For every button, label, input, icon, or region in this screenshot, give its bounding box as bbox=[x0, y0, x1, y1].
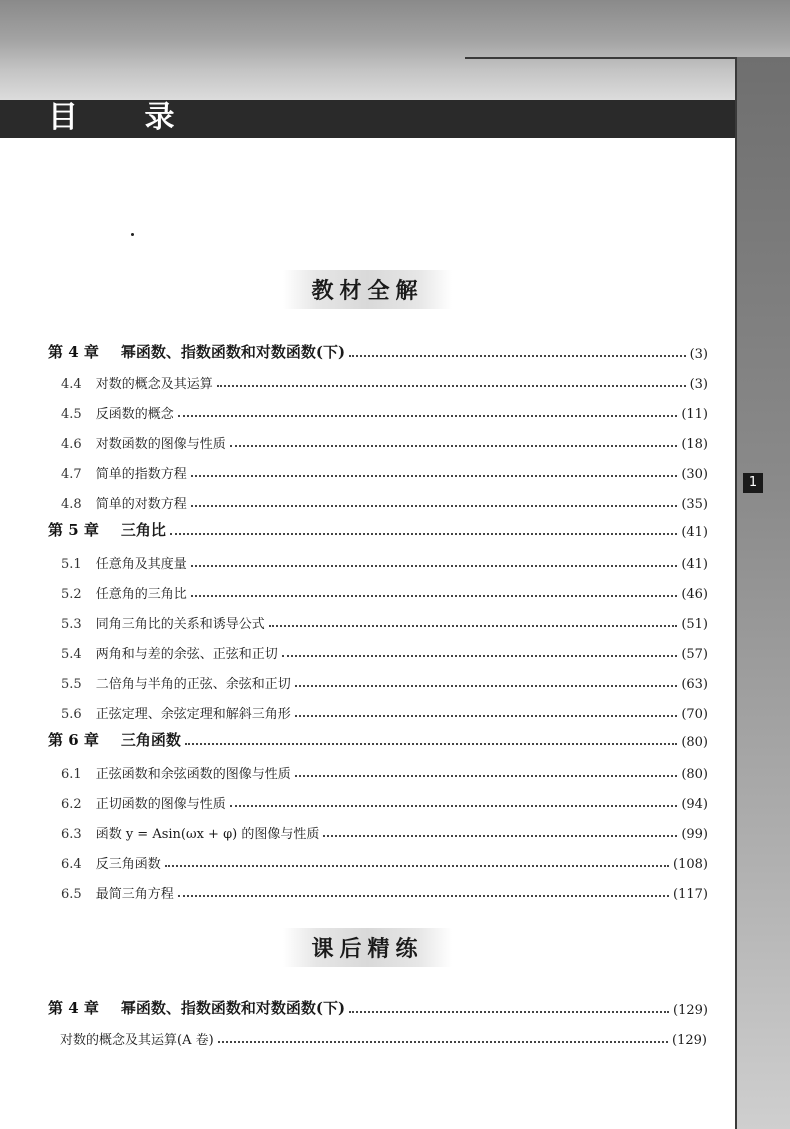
toc-entry-title: 任意角及其度量 bbox=[95, 557, 187, 572]
toc-dot-leader bbox=[230, 445, 678, 447]
page-title: 目 录 bbox=[48, 100, 203, 135]
toc-entry-number: 4.4 bbox=[61, 377, 82, 392]
toc-entry-page: (41) bbox=[681, 557, 708, 572]
toc-dot-leader bbox=[217, 385, 686, 387]
toc-entry-number: 4.5 bbox=[61, 407, 82, 422]
toc-section-entry bbox=[48, 580, 708, 602]
toc-entry-title: 最简三角方程 bbox=[95, 887, 174, 902]
toc-entry-title: 简单的对数方程 bbox=[95, 497, 187, 512]
toc-entry-title: 对数的概念及其运算 bbox=[95, 377, 213, 392]
toc-entry-title: 同角三角比的关系和诱导公式 bbox=[95, 617, 265, 632]
toc-section-entry bbox=[48, 400, 708, 422]
toc-entry-number: 第 6 章 bbox=[48, 731, 99, 749]
toc-dot-leader bbox=[349, 355, 685, 357]
toc-entry-number: 5.1 bbox=[61, 557, 82, 572]
toc-section-entry bbox=[48, 820, 708, 842]
toc-dot-leader bbox=[230, 805, 678, 807]
toc-entry-number: 第 5 章 bbox=[48, 521, 99, 539]
toc-entry-title: 二倍角与半角的正弦、余弦和正切 bbox=[95, 677, 291, 692]
toc-entry-title: 幂函数、指数函数和对数函数(下) bbox=[120, 999, 346, 1017]
toc-dot-leader bbox=[191, 475, 678, 477]
toc-entry-page: (117) bbox=[673, 887, 708, 902]
toc-dot-leader bbox=[191, 565, 678, 567]
toc-entry-page: (3) bbox=[689, 347, 708, 362]
toc-entry-title: 函数 y = Asin(ωx + φ) 的图像与性质 bbox=[95, 827, 320, 842]
toc-section-entry bbox=[48, 460, 708, 482]
toc-section-entry bbox=[48, 880, 708, 902]
toc-section-entry bbox=[48, 430, 708, 452]
toc-entry-page: (46) bbox=[681, 587, 708, 602]
toc-entry-title: 正切函数的图像与性质 bbox=[95, 797, 226, 812]
toc-entry-title: 对数的概念及其运算(A 卷) bbox=[60, 1033, 214, 1048]
toc-chapter-entry bbox=[48, 996, 708, 1018]
toc-dot-leader bbox=[170, 533, 677, 535]
toc-entry-page: (35) bbox=[681, 497, 708, 512]
toc-entry-number: 6.4 bbox=[61, 857, 82, 872]
toc-dot-leader bbox=[191, 595, 678, 597]
header-gradient-band bbox=[0, 0, 790, 100]
toc-dot-leader bbox=[178, 895, 669, 897]
toc-section-entry bbox=[48, 670, 708, 692]
toc-entry-page: (99) bbox=[681, 827, 708, 842]
toc-dot-leader bbox=[165, 865, 669, 867]
speck-mark bbox=[131, 233, 134, 236]
toc-section-entry bbox=[48, 640, 708, 662]
toc-dot-leader bbox=[185, 743, 677, 745]
toc-section-entry bbox=[48, 850, 708, 872]
toc-section-entry bbox=[48, 550, 708, 572]
toc-dot-leader bbox=[218, 1041, 668, 1043]
toc-entry-title: 反三角函数 bbox=[95, 857, 161, 872]
side-gradient-band bbox=[735, 57, 790, 1129]
toc-entry-number: 6.5 bbox=[61, 887, 82, 902]
toc-entry-page: (94) bbox=[681, 797, 708, 812]
toc-entry-page: (51) bbox=[681, 617, 708, 632]
toc-entry-number: 第 4 章 bbox=[48, 343, 99, 361]
toc-dot-leader bbox=[295, 775, 678, 777]
toc-dot-leader bbox=[191, 505, 678, 507]
section-heading-label: 课后精练 bbox=[283, 928, 451, 967]
toc-entry-page: (18) bbox=[681, 437, 708, 452]
toc-entry-page: (41) bbox=[681, 525, 708, 540]
toc-entry-title: 对数函数的图像与性质 bbox=[95, 437, 226, 452]
toc-entry-page: (57) bbox=[681, 647, 708, 662]
toc-section-entry bbox=[48, 610, 708, 632]
toc-entry-number: 6.2 bbox=[61, 797, 82, 812]
toc-entry-number: 6.1 bbox=[61, 767, 82, 782]
toc-entry-number: 4.8 bbox=[61, 497, 82, 512]
toc-entry-title: 两角和与差的余弦、正弦和正切 bbox=[95, 647, 278, 662]
toc-entry-number: 6.3 bbox=[61, 827, 82, 842]
toc-entry-title: 任意角的三角比 bbox=[95, 587, 187, 602]
toc-chapter-entry bbox=[48, 728, 708, 750]
toc-entry-page: (108) bbox=[673, 857, 708, 872]
toc-entry-number: 5.5 bbox=[61, 677, 82, 692]
header-rule bbox=[465, 57, 735, 59]
toc-dot-leader bbox=[269, 625, 678, 627]
toc-entry-page: (80) bbox=[681, 735, 708, 750]
toc-entry-number: 4.6 bbox=[61, 437, 82, 452]
section-heading-label: 教材全解 bbox=[283, 270, 451, 309]
toc-entry-page: (63) bbox=[681, 677, 708, 692]
toc-entry-number: 5.6 bbox=[61, 707, 82, 722]
toc-entry-page: (11) bbox=[681, 407, 708, 422]
toc-dot-leader bbox=[282, 655, 678, 657]
toc-entry-number: 5.4 bbox=[61, 647, 82, 662]
toc-section-entry bbox=[48, 370, 708, 392]
toc-entry-title: 简单的指数方程 bbox=[95, 467, 187, 482]
toc-entry-number: 第 4 章 bbox=[48, 999, 99, 1017]
toc-entry-page: (30) bbox=[681, 467, 708, 482]
toc-dot-leader bbox=[323, 835, 677, 837]
toc-section-entry bbox=[48, 790, 708, 812]
side-rule bbox=[735, 57, 737, 1129]
toc-entry-title: 正弦函数和余弦函数的图像与性质 bbox=[95, 767, 291, 782]
toc-section-entry bbox=[48, 1026, 707, 1048]
toc-entry-number: 5.3 bbox=[61, 617, 82, 632]
toc-dot-leader bbox=[295, 715, 678, 717]
toc-entry-page: (129) bbox=[673, 1003, 708, 1018]
toc-section-entry bbox=[48, 490, 708, 512]
toc-entry-title: 三角函数 bbox=[120, 731, 181, 749]
toc-section-entry bbox=[48, 760, 708, 782]
toc-dot-leader bbox=[178, 415, 678, 417]
toc-chapter-entry bbox=[48, 518, 708, 540]
section-heading-textbook bbox=[0, 270, 735, 309]
section-heading-exercises bbox=[0, 928, 735, 967]
toc-entry-number: 4.7 bbox=[61, 467, 82, 482]
toc-section-entry bbox=[48, 700, 708, 722]
toc-dot-leader bbox=[349, 1011, 669, 1013]
toc-entry-page: (129) bbox=[672, 1033, 707, 1048]
toc-entry-page: (80) bbox=[681, 767, 708, 782]
toc-dot-leader bbox=[295, 685, 678, 687]
toc-entry-title: 反函数的概念 bbox=[95, 407, 174, 422]
page-number-tab: 1 bbox=[743, 473, 763, 493]
toc-entry-title: 正弦定理、余弦定理和解斜三角形 bbox=[95, 707, 291, 722]
toc-entry-number: 5.2 bbox=[61, 587, 82, 602]
toc-entry-page: (70) bbox=[681, 707, 708, 722]
toc-entry-page: (3) bbox=[689, 377, 708, 392]
toc-entry-title: 幂函数、指数函数和对数函数(下) bbox=[120, 343, 346, 361]
toc-chapter-entry bbox=[48, 340, 708, 362]
toc-entry-title: 三角比 bbox=[120, 521, 166, 539]
